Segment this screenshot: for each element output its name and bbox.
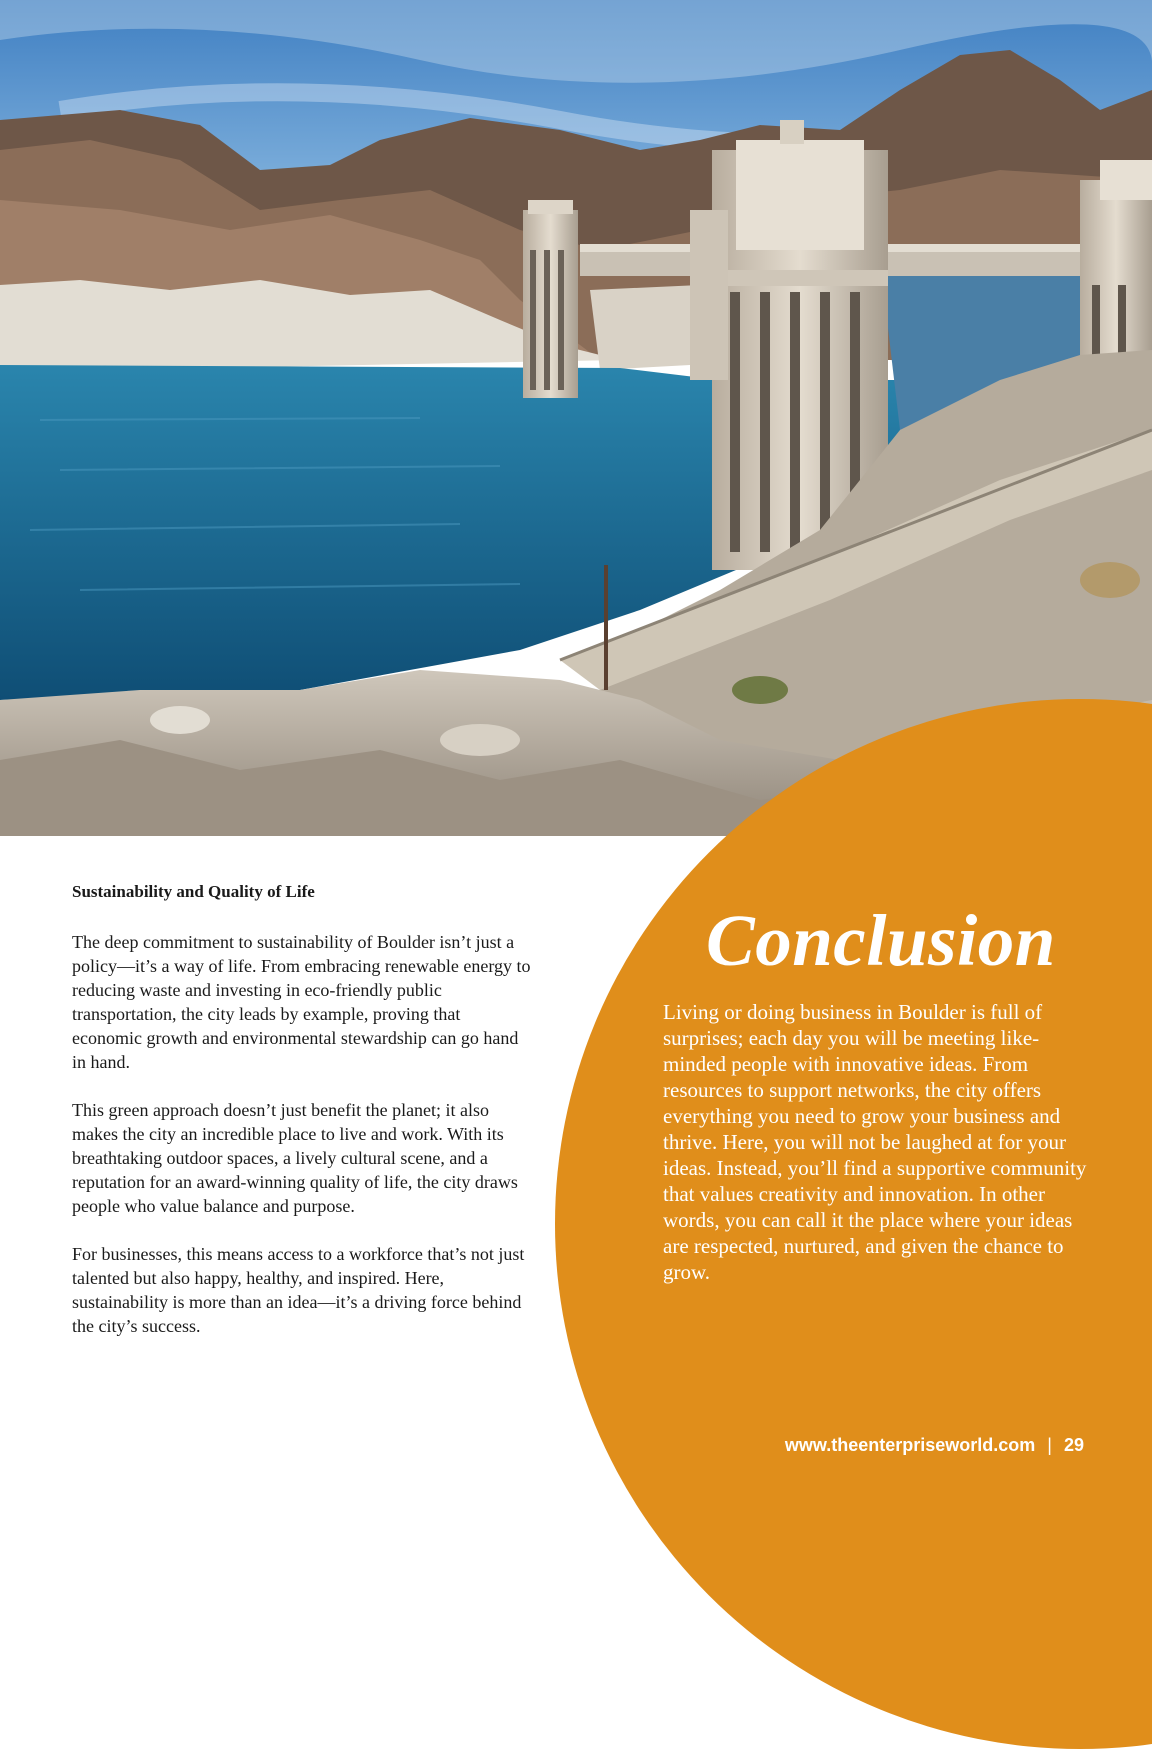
website-link[interactable]: www.theenterpriseworld.com — [784, 1435, 1036, 1455]
footer-separator: | — [1047, 1435, 1052, 1455]
page-number: 29 — [1063, 1435, 1084, 1455]
conclusion-body: Living or doing business in Boulder is full of surprises; each day you will be meeting like-minded people with innovative ideas. From resources to support networks, the city offers everything you need to grow your business and thrive. Here, you will not be laughed at for your ideas. Instead, you’ll find a supportive community that values creativity and innovation. In other words, you can call it the place where your ideas are respected, nurtured, and given the chance to grow. — [663, 1000, 1087, 1284]
paragraph: This green approach doesn’t just benefit the planet; it also makes the city an incredible place to live and work. With its breathtaking outdoor spaces, a lively cultural scene, and a reputation for an award-winning quality of life, the city draws people who value balance and purpose. — [72, 1100, 518, 1216]
sustainability-section — [72, 880, 532, 1362]
page-footer — [785, 1435, 1084, 1456]
paragraph: The deep commitment to sustainability of Boulder isn’t just a policy—it’s a way of life. From embracing renewable energy to reducing waste and investing in eco-friendly public transportation, the city leads by example, proving that economic growth and environmental stewardship can go hand in hand. — [72, 932, 531, 1072]
conclusion-title: Conclusion — [706, 900, 1056, 981]
paragraph: For businesses, this means access to a workforce that’s not just talented but also happy, healthy, and inspired. Here, sustainability is more than an idea—it’s a driving force behind the city’s success. — [72, 1244, 525, 1336]
section-heading: Sustainability and Quality of Life — [72, 882, 315, 901]
